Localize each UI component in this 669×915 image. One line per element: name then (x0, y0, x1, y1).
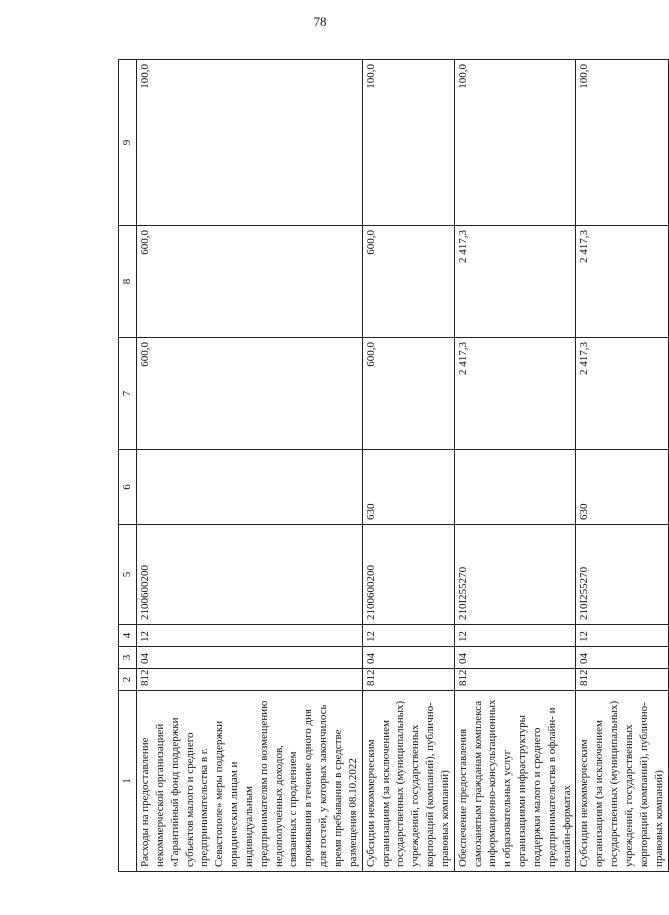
header-col-4: 4 (119, 625, 137, 647)
cell-code: 812 (454, 669, 576, 691)
budget-table (118, 59, 669, 872)
table-row (137, 60, 363, 872)
cell-code: 812 (362, 669, 454, 691)
cell-code: 812 (137, 669, 363, 691)
table-row (576, 60, 668, 872)
header-col-8: 8 (119, 226, 137, 338)
cell-section: 04 (454, 647, 576, 669)
header-col-9: 9 (119, 60, 137, 226)
cell-section: 04 (576, 647, 668, 669)
header-col-7: 7 (119, 338, 137, 450)
cell-amount-planned: 600,0 (137, 338, 363, 450)
cell-amount-planned: 2 417,3 (576, 338, 668, 450)
cell-description: Обеспечение предоставления самозанятым гражданам комплекса информационно-консультационных и образовательных услуг организациями инфраструктуры поддержки малого и среднего предпринимательства в офлайн- и онлайн-форматах (454, 691, 576, 872)
cell-description: Субсидии некоммерческим организациям (за исключением государственных (муниципальных) учреждений, государственных корпораций (компаний), публично-правовых компаний) (576, 691, 668, 872)
cell-amount-executed: 600,0 (362, 226, 454, 338)
table-row (362, 60, 454, 872)
cell-description: Субсидии некоммерческим организациям (за исключением государственных (муниципальных) учреждений, государственных корпораций (компаний), публично-правовых компаний) (362, 691, 454, 872)
cell-subsection: 12 (137, 625, 363, 647)
cell-expense-type: 630 (576, 450, 668, 525)
rotated-table-wrapper (118, 60, 665, 872)
cell-amount-planned: 2 417,3 (454, 338, 576, 450)
cell-percent: 100,0 (137, 60, 363, 226)
cell-target-article: 210I255270 (576, 525, 668, 625)
cell-description: Расходы на предоставление некоммерческой организацией «Гарантийный фонд поддержки субъектов малого и среднего предпринимательства в г. Севастополе» меры поддержки юридическим лицам и индивидуальным предпринимателям по возмещению недополученных доходов, связанных с продлением проживания в течение одного дня для гостей, у которых закончилось время пребывания в средстве размещения 08.10.2022 (137, 691, 363, 872)
header-col-5: 5 (119, 525, 137, 625)
cell-percent: 100,0 (576, 60, 668, 226)
header-col-6: 6 (119, 450, 137, 525)
table-header-row (119, 60, 137, 872)
page-number: 78 (313, 14, 327, 29)
cell-expense-type: 630 (362, 450, 454, 525)
cell-amount-executed: 2 417,3 (576, 226, 668, 338)
cell-target-article: 210I255270 (454, 525, 576, 625)
cell-code: 812 (576, 669, 668, 691)
cell-subsection: 12 (362, 625, 454, 647)
table-row (454, 60, 576, 872)
cell-section: 04 (137, 647, 363, 669)
cell-amount-executed: 2 417,3 (454, 226, 576, 338)
cell-amount-executed: 600,0 (137, 226, 363, 338)
header-col-3: 3 (119, 647, 137, 669)
header-col-1: 1 (119, 691, 137, 872)
table-stage (118, 60, 665, 872)
cell-percent: 100,0 (362, 60, 454, 226)
cell-target-article: 2100600200 (362, 525, 454, 625)
cell-target-article: 2100600200 (137, 525, 363, 625)
cell-section: 04 (362, 647, 454, 669)
cell-percent: 100,0 (454, 60, 576, 226)
cell-subsection: 12 (576, 625, 668, 647)
cell-subsection: 12 (454, 625, 576, 647)
header-col-2: 2 (119, 669, 137, 691)
cell-amount-planned: 600,0 (362, 338, 454, 450)
cell-expense-type (454, 450, 576, 525)
cell-expense-type (137, 450, 363, 525)
